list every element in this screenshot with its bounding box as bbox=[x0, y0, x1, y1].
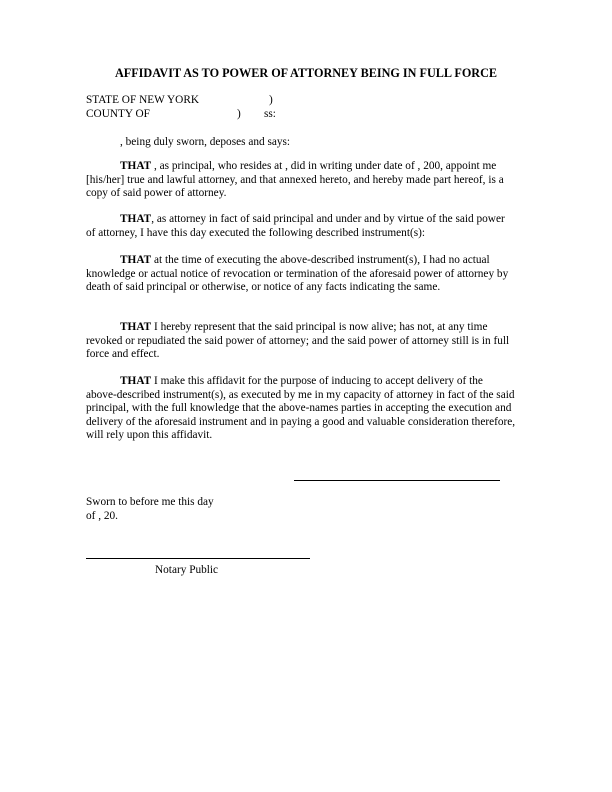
venue-county: COUNTY OF bbox=[86, 108, 150, 120]
paragraph-text: , as principal, who resides at , did in writing under date of , 200, appoint me [his/her] true and lawful attorney, and that annexed hereto, and hereby made part hereof, is a copy of said power of attorney. bbox=[86, 160, 504, 200]
paragraph-lead: THAT bbox=[120, 321, 152, 333]
document-title: AFFIDAVIT AS TO POWER OF ATTORNEY BEING IN FULL FORCE bbox=[114, 66, 498, 80]
paragraph-text: I hereby represent that the said principal is now alive; has not, at any time revoked or repudiated the said power of attorney; and the said power of attorney still is in full force and effect. bbox=[86, 321, 510, 361]
venue-state: STATE OF NEW YORK bbox=[86, 94, 200, 106]
paragraph-text: I make this affidavit for the purpose of inducing to accept delivery of the above-described instrument(s), as executed by me in my capacity of attorney in fact of the said principal, with the full knowledge that the above-names parties in accepting the execution and delivery of the aforesaid instrument and in paying a good and valuable consideration therefore, will rely upon this affidavit. bbox=[86, 375, 516, 442]
paragraph-text: at the time of executing the above-described instrument(s), I had no actual knowledge or actual notice of revocation or termination of the aforesaid power of attorney by death of said principal or otherwise, or notice of any facts indicating the same. bbox=[86, 254, 509, 294]
affiant-signature-line bbox=[294, 480, 500, 481]
jurat-line-2: of , 20. bbox=[86, 510, 119, 522]
paragraph-lead: THAT bbox=[120, 213, 152, 225]
affidavit-paragraph-5 bbox=[86, 375, 516, 443]
affidavit-paragraph-1 bbox=[86, 160, 516, 201]
venue-paren: ) bbox=[269, 94, 273, 106]
paragraph-text: , as attorney in fact of said principal and under and by virtue of the said power of attorney, I have this day executed the following described instrument(s): bbox=[86, 213, 505, 239]
notary-signature-line bbox=[86, 558, 310, 559]
paragraph-lead: THAT bbox=[120, 254, 152, 266]
paragraph-lead: THAT bbox=[120, 375, 152, 387]
jurat-line-1: Sworn to before me this day bbox=[86, 496, 214, 508]
affidavit-paragraph-3 bbox=[86, 254, 516, 295]
notary-label: Notary Public bbox=[155, 564, 219, 576]
deponent-intro: , being duly sworn, deposes and says: bbox=[120, 136, 291, 148]
venue-paren: ) bbox=[237, 108, 241, 120]
paragraph-lead: THAT bbox=[120, 160, 152, 172]
affidavit-paragraph-2 bbox=[86, 213, 516, 240]
affidavit-paragraph-4 bbox=[86, 321, 516, 362]
venue-ss: ss: bbox=[264, 108, 276, 120]
